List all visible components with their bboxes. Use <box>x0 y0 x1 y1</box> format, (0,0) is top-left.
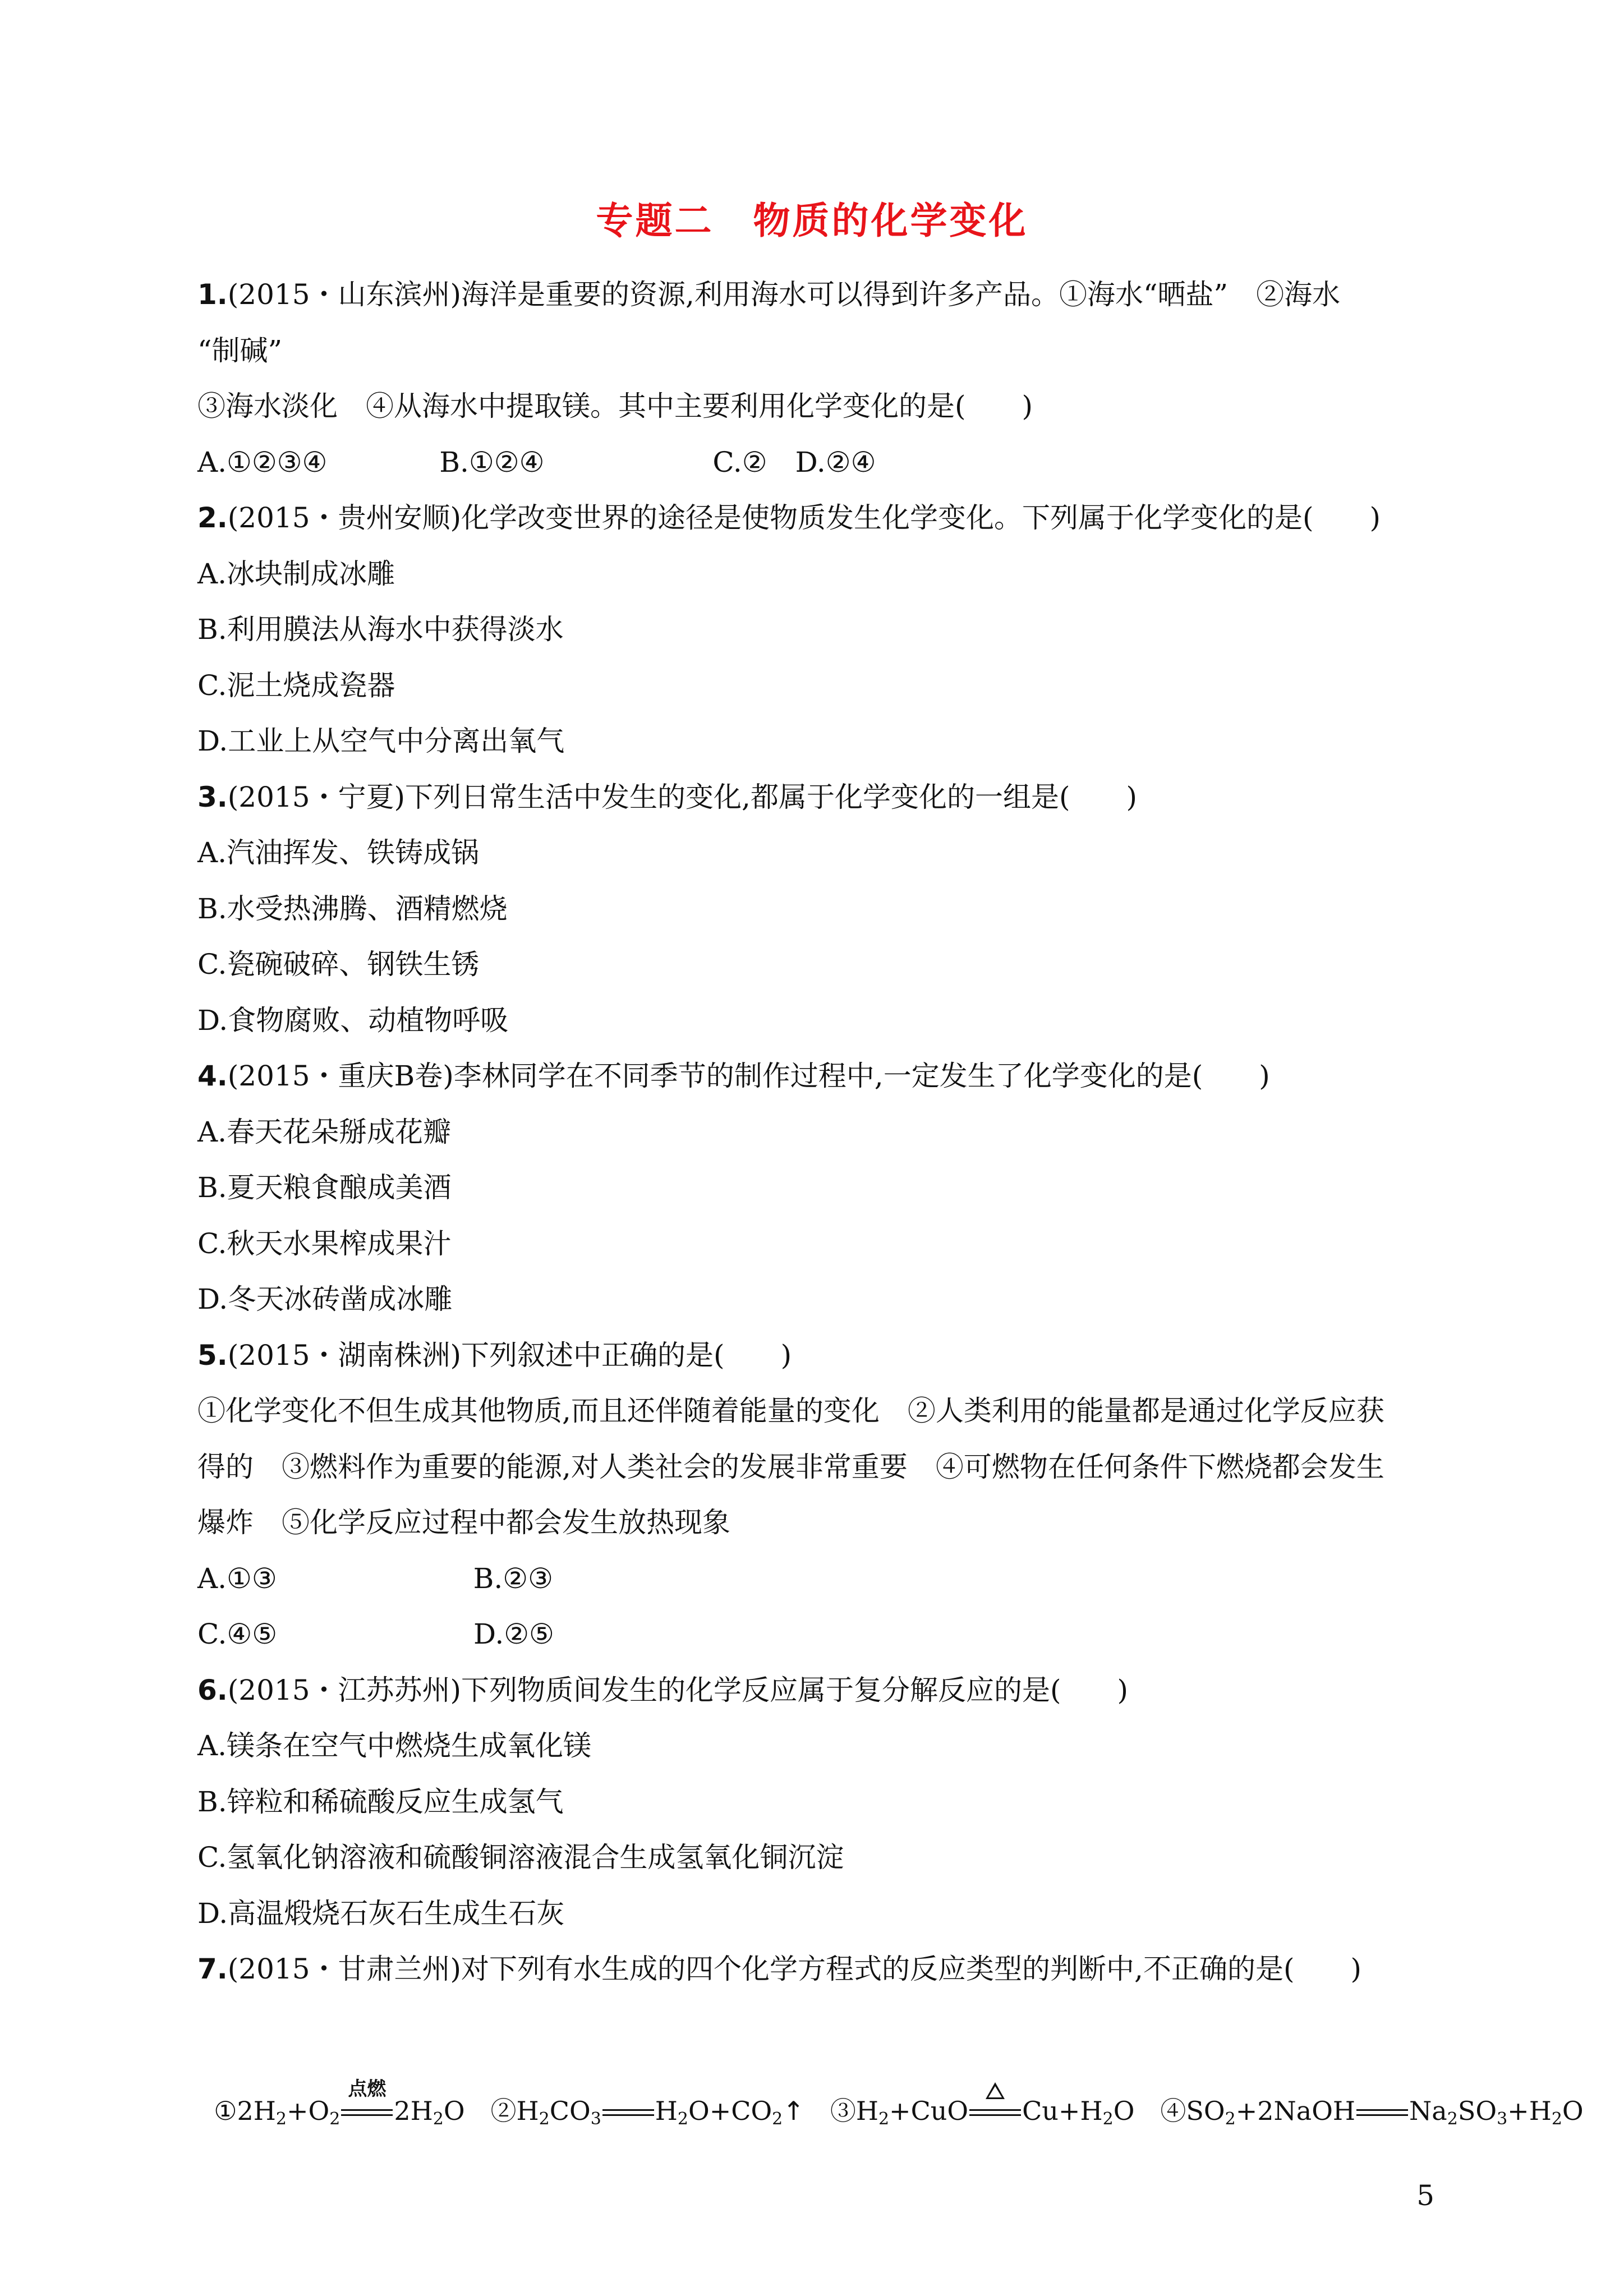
gas-arrow-icon: ↑ <box>783 2096 804 2126</box>
equation-3: $③H_2+CuO$ $Cu+H_2O$ <box>830 2096 1135 2126</box>
line-text: 爆炸 ⑤化学反应过程中都会发生放热现象 <box>197 1506 730 1539</box>
line-text: A.汽油挥发、铁铸成锅 <box>197 836 480 869</box>
question-line <box>197 1001 508 1040</box>
line-text: (2015・甘肃兰州)对下列有水生成的四个化学方程式的反应类型的判断中,不正确的是( ) <box>227 1953 1361 1985</box>
line-text: (2015・湖南株洲)下列叙述中正确的是( ) <box>227 1339 792 1372</box>
reaction-equals-sign <box>969 2107 1021 2119</box>
line-text: C.氢氧化钠溶液和硫酸铜溶液混合生成氢氧化铜沉淀 <box>197 1841 844 1874</box>
question-line <box>197 1168 452 1207</box>
question-stem <box>197 498 1381 537</box>
question-line <box>197 443 876 482</box>
question-number: 3. <box>197 781 228 813</box>
equation-2: $②H_2CO_3$ $H_2O+CO_2↑$ <box>490 2096 804 2129</box>
question-line <box>197 666 395 705</box>
line-text: A.冰块制成冰雕 <box>197 558 395 590</box>
question-line <box>197 386 1033 426</box>
chemical-equations <box>197 2052 1584 2131</box>
line-text: A.①②③④ B.①②④ C.② D.②④ <box>197 446 876 478</box>
question-stem <box>197 1056 1270 1096</box>
question-number: 7. <box>197 1953 228 1985</box>
question-stem <box>197 1336 792 1375</box>
question-number: 4. <box>197 1060 228 1092</box>
line-text: B.水受热沸腾、酒精燃烧 <box>197 892 508 925</box>
question-line <box>197 1838 844 1877</box>
question-line <box>197 833 479 872</box>
line-text: D.高温煅烧石灰石生成生石灰 <box>197 1897 565 1930</box>
question-stem <box>197 1671 1128 1710</box>
question-line <box>197 331 282 370</box>
equation-1: $①2H_2+O_2$ 点燃 $2H_2O$ <box>214 2078 465 2129</box>
reaction-condition: 点燃 <box>348 2078 387 2100</box>
line-text: (2015・山东滨州)海洋是重要的资源,利用海水可以得到许多产品。①海水“晒盐” ②海水 <box>227 278 1341 311</box>
question-line <box>197 554 395 593</box>
line-text: B.利用膜法从海水中获得淡水 <box>197 613 564 646</box>
line-text: C.秋天水果榨成果汁 <box>197 1227 452 1260</box>
line-text: D.工业上从空气中分离出氧气 <box>197 725 565 757</box>
question-line <box>197 889 508 928</box>
line-text: A.镁条在空气中燃烧生成氧化镁 <box>197 1729 592 1762</box>
reaction-equals-sign <box>602 2107 654 2119</box>
question-line <box>197 1782 564 1821</box>
line-text: B.锌粒和稀硫酸反应生成氢气 <box>197 1786 564 1818</box>
line-text: (2015・宁夏)下列日常生活中发生的变化,都属于化学变化的一组是( ) <box>227 781 1137 813</box>
question-line <box>197 610 564 649</box>
question-stem <box>197 1949 1361 1989</box>
question-stem <box>197 275 1340 314</box>
question-line <box>197 1280 452 1319</box>
line-text: A.春天花朵掰成花瓣 <box>197 1116 452 1148</box>
line-text: A.①③ B.②③ <box>197 1562 553 1595</box>
question-line <box>197 721 564 761</box>
line-text: ①化学变化不但生成其他物质,而且还伴随着能量的变化 ②人类利用的能量都是通过化学反应获 <box>197 1395 1384 1427</box>
page-number: 5 <box>1416 2179 1434 2212</box>
equation-4: $④SO_2+2NaOH$ $Na_2SO_3+H_2O$ <box>1160 2096 1584 2129</box>
question-line <box>197 1112 451 1152</box>
line-text: D.冬天冰砖凿成冰雕 <box>197 1283 453 1315</box>
question-stem <box>197 777 1137 817</box>
line-text: C.泥土烧成瓷器 <box>197 669 395 702</box>
line-text: C.瓷碗破碎、钢铁生锈 <box>197 948 480 981</box>
line-text: (2015・重庆B卷)李林同学在不同季节的制作过程中,一定发生了化学变化的是( ) <box>227 1060 1270 1092</box>
question-line <box>197 1726 591 1765</box>
heat-triangle-icon <box>986 2082 1005 2099</box>
line-text: C.④⑤ D.②⑤ <box>197 1618 554 1650</box>
line-text: ③海水淡化 ④从海水中提取镁。其中主要利用化学变化的是( ) <box>197 390 1033 422</box>
question-number: 6. <box>197 1674 228 1706</box>
line-text: “制碱” <box>197 334 283 367</box>
question-line <box>197 945 479 984</box>
question-line <box>197 1614 554 1654</box>
question-line <box>197 1447 1384 1487</box>
question-line <box>197 1503 730 1542</box>
question-number: 5. <box>197 1339 228 1372</box>
reaction-equals-sign <box>1356 2107 1408 2119</box>
question-line <box>197 1391 1384 1430</box>
reaction-equals-sign <box>341 2078 393 2119</box>
question-line <box>197 1894 564 1933</box>
question-number: 1. <box>197 278 228 311</box>
question-number: 2. <box>197 501 228 534</box>
page-title: 专题二 物质的化学变化 <box>596 199 1028 242</box>
line-text: 得的 ③燃料作为重要的能源,对人类社会的发展非常重要 ④可燃物在任何条件下燃烧都会发生 <box>197 1451 1384 1483</box>
line-text: D.食物腐败、动植物呼吸 <box>197 1004 509 1037</box>
question-line <box>197 1224 451 1263</box>
line-text: (2015・江苏苏州)下列物质间发生的化学反应属于复分解反应的是( ) <box>227 1674 1129 1706</box>
question-line <box>197 1559 553 1598</box>
line-text: (2015・贵州安顺)化学改变世界的途径是使物质发生化学变化。下列属于化学变化的是( ) <box>227 501 1381 534</box>
line-text: B.夏天粮食酿成美酒 <box>197 1171 452 1204</box>
